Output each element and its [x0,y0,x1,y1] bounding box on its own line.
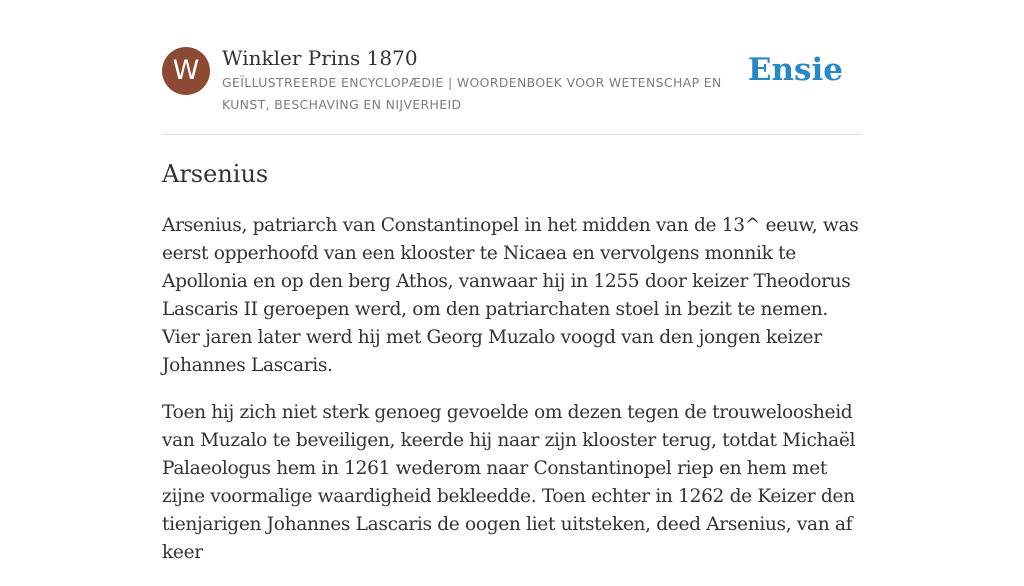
article-paragraph: Arsenius, patriarch van Constantinopel in het midden van de 13^ eeuw, was eerst opperhoofd van een klooster te Nicaea en vervolgens monnik te Apollonia en op den berg Athos, vanwaar hij in 1255 door keizer Theodorus Lascaris II geroepen werd, om den patriarchaten stoel in bezit te nemen. Vier jaren later werd hij met Georg Muzalo voogd van den jongen keizer Johannes Lascaris. [162,215,859,376]
header [162,0,862,135]
article-paragraph: Toen hij zich niet sterk genoeg gevoelde om dezen tegen de trouweloosheid van Muzalo te beveiligen, keerde hij naar zijn klooster terug, totdat Michaël Palaeologus hem in 1261 wederom naar Constantinopel riep en hem met zijne voormalige waardigheid bekleedde. Toen echter in 1262 de Keizer den tienjarigen Johannes Lascaris de oogen liet uitsteken, deed Arsenius, van af keer [162,402,856,563]
source-subtitle: GEÏLLUSTREERDE ENCYCLOPÆDIE | WOORDENBOEK VOOR WETENSCHAP EN KUNST, BESCHAVING EN NIJVERHEID [222,75,722,112]
page [162,0,862,563]
brand-logo-link[interactable]: Ensie [747,52,843,88]
source-title[interactable]: Winkler Prins 1870 [222,46,418,70]
article-title: Arsenius [162,160,269,188]
avatar[interactable]: W [162,47,210,95]
article-body [162,212,862,586]
